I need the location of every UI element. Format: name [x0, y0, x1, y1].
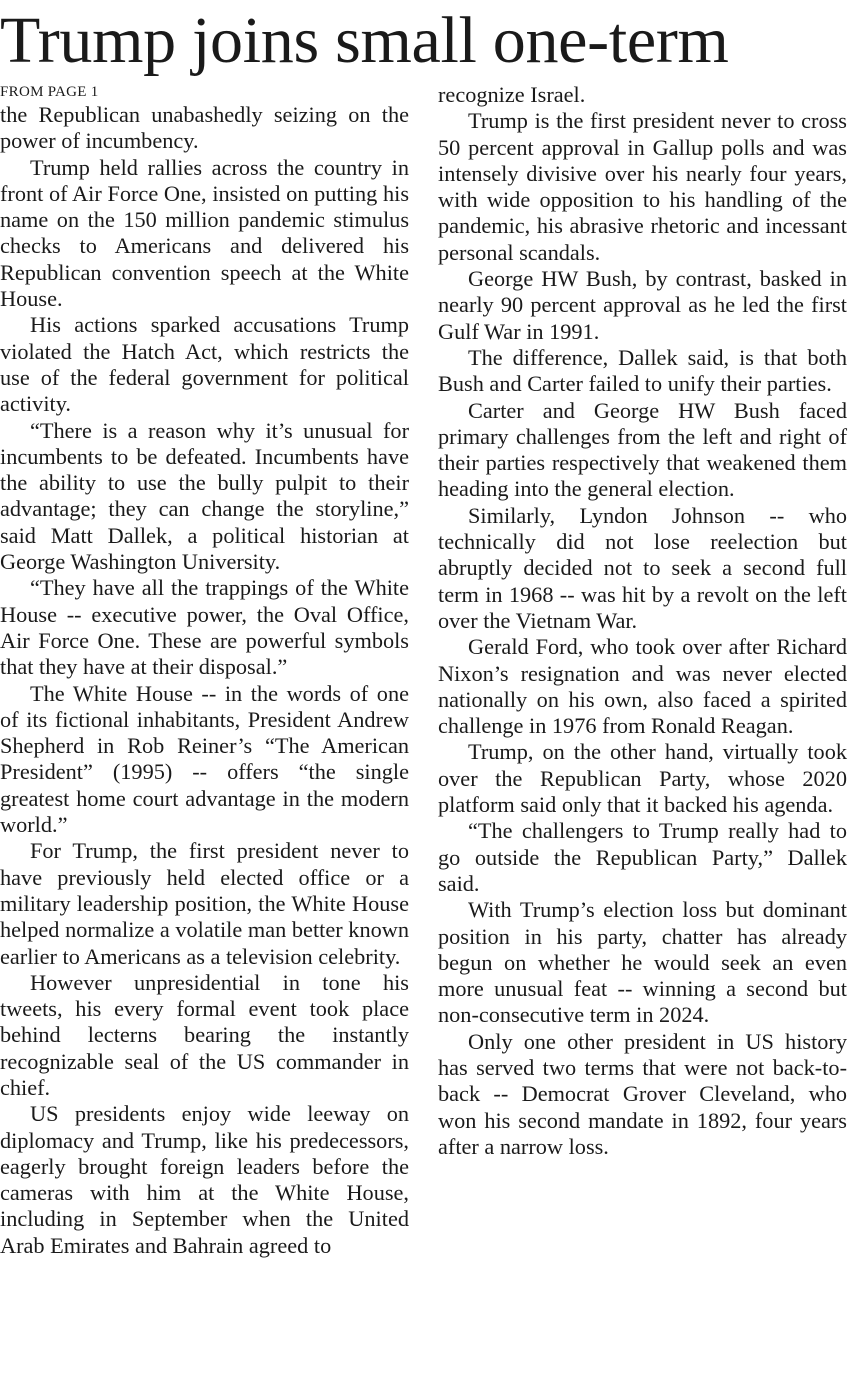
paragraph: However unpresidential in tone his tweets, his every formal event took place behind lecterns bearing the instantly recognizable seal of the US commander in chief. — [0, 969, 409, 1100]
paragraph: Carter and George HW Bush faced primary challenges from the left and right of their parties respectively that weakened them heading into the general election. — [438, 397, 847, 502]
paragraph: Gerald Ford, who took over after Richard Nixon’s resignation and was never elected nationally on his own, also faced a spirited challenge in 1976 from Ronald Reagan. — [438, 634, 847, 739]
article-column-right — [438, 82, 847, 1160]
headline: Trump joins small one-term — [0, 4, 729, 77]
paragraph: Trump is the first president never to cross 50 percent approval in Gallup polls and was intensely divisive over his nearly four years, with wide opposition to his handling of the pandemic, his abrasive rhetoric and incessant personal scandals. — [438, 108, 847, 265]
paragraph: George HW Bush, by contrast, basked in nearly 90 percent approval as he led the first Gulf War in 1991. — [438, 266, 847, 344]
paragraph: The White House -- in the words of one of its fictional inhabitants, President Andrew Shepherd in Rob Reiner’s “The American President” (1995) -- offers “the single greatest home court advantage in the modern world.” — [0, 680, 409, 838]
paragraph: “The challengers to Trump really had to go outside the Republican Party,” Dallek said. — [438, 818, 847, 896]
paragraph: US presidents enjoy wide leeway on diplomacy and Trump, like his predecessors, eagerly brought foreign leaders before the cameras with him at the White House, including in September when the United Arab Emirates and Bahrain agreed to — [0, 1101, 409, 1258]
article-column-left — [0, 82, 409, 1259]
paragraph: For Trump, the first president never to have previously held elected office or a military leadership position, the White House helped normalize a volatile man better known earlier to Americans as a television celebrity. — [0, 838, 409, 969]
paragraph: With Trump’s election loss but dominant position in his party, chatter has already begun on whether he would seek an even more unusual feat -- winning a second but non-consecutive term in 2024. — [438, 897, 847, 1028]
paragraph: Trump held rallies across the country in front of Air Force One, insisted on putting his name on the 150 million pandemic stimulus checks to Americans and delivered his Republican convention speech at the White House. — [0, 154, 409, 312]
jump-line: FROM PAGE 1 — [0, 84, 99, 100]
paragraph: Only one other president in US history has served two terms that were not back-to-back -- Democrat Grover Cleveland, who won his second mandate in 1892, four years after a narrow loss. — [438, 1028, 847, 1159]
paragraph: His actions sparked accusations Trump violated the Hatch Act, which restricts the use of the federal government for political activity. — [0, 312, 409, 417]
paragraph: Trump, on the other hand, virtually took over the Republican Party, whose 2020 platform said only that it backed his agenda. — [438, 739, 847, 818]
paragraph: Similarly, Lyndon Johnson -- who technically did not lose reelection but abruptly decided not to seek a second full term in 1968 -- was hit by a revolt on the left over the Vietnam War. — [438, 502, 847, 633]
paragraph: The difference, Dallek said, is that both Bush and Carter failed to unify their parties. — [438, 344, 847, 397]
paragraph: “They have all the trappings of the White House -- executive power, the Oval Office, Air Force One. These are powerful symbols that they have at their disposal.” — [0, 575, 409, 680]
paragraph: the Republican unabashedly seizing on the power of incumbency. — [0, 102, 409, 154]
paragraph: “There is a reason why it’s unusual for incumbents to be defeated. Incumbents have the ability to use the bully pulpit to their advantage; they can change the storyline,” said Matt Dallek, a political historian at George Washington University. — [0, 417, 409, 575]
paragraph: recognize Israel. — [438, 82, 586, 107]
